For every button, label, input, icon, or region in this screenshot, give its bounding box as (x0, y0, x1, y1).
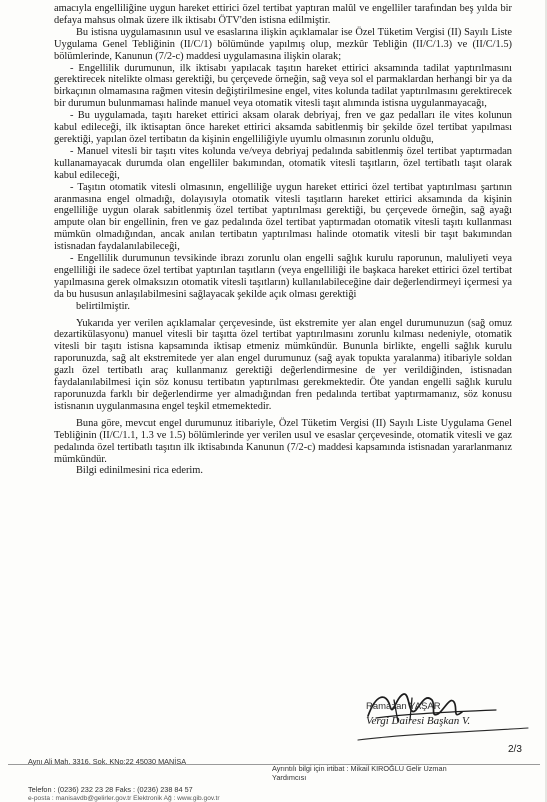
footer-address: Aynı Ali Mah. 3316. Sok. KNo:22 45030 MANİSA (28, 757, 187, 766)
paragraph-intro: amacıyla engelliliğine uygun hareket ettirici özel tertibat yaptıran malûl ve engelliler tarafından beş yılda bir defaya mahsus olmak üzere ilk iktisabı ÖTV'den istisna edilmiştir. (54, 3, 512, 26)
footer-contact-info (272, 764, 447, 782)
bullet-health-report: - Engellilik durumunun tevsikinde ibrazı zorunlu olan engelli sağlık kurulu raporunun, maluliyeti veya engelliliği ile sadece özel tertibat yaptırılan taşıtların (veya engelliliği ile başkaca hareket ettirici özel tertibat yapılmasına gerek olmaksızın otomatik vitesli taşıtların) kullanılabileceğine dair değerlendirmeyi içermesi ya da bu hususun anlaşılabilmesini sağlayacak şekilde açık olması gerektiği (54, 253, 512, 300)
footer-email-web: e-posta : manisavdb@gelirler.gov.tr Elektronik Ağ : www.gib.gov.tr (28, 795, 220, 802)
page-number: 2/3 (508, 744, 522, 755)
bullet-disability-condition: - Engellilik durumunun, ilk iktisabı yapılacak taşıtın hareket ettirici aksamında tadilat yaptırılmasını gerektirecek nitelikte olması gerektiği, bu çerçevede örneğin, sağ veya sol el parmaklardan herhangi bir ya da birkaçının olmamasına rağmen vitesin değiştirilmesine engel, vites kolunda tadilat yaptırılmasını gerektirecek bir durumun bulunmaması halinde manuel veya otomatik vitesli taşıt alımında istisna uygulanmayacağı, (54, 62, 512, 110)
paragraph-closing: Bilgi edinilmesini rica ederim. (76, 465, 203, 477)
signatory-title: Vergi Dairesi Başkan V. (366, 715, 471, 727)
page-footer (0, 752, 547, 802)
paragraph-assessment: Yukarıda yer verilen açıklamalar çerçevesinde, üst ekstremite yer alan engel durumunuzun (sağ omuz dezartikülasyonu) manuel vitesli bir taşıtta özel tertibat yaptırılmasını zorunlu kılması nedeniyle, otomatik vitesli bir taşıtı istisna kapsamında iktisap etmeniz mümkündür. Bununla birlikte, engelli sağlık kurulu raporunuzda, sağ alt ekstremitede yer alan engel durumunuz (sağ ayak topukta yaralanma) itibariyle soldan gazlı özel tertibatlı araç kullanmanız gerektiği değerlendirmesine de yer verildiğinden, istisnadan faydalanılabilmesi için söz konusu tertibatın yaptırılması gerekmektedir. Öte yandan engelli sağlık kurulu raporunuzda farklı bir değerlendirme yer almadığından fren pedalında tertibat yaptırmamanız, söz konusu istisnanın uygulanmasına engel teşkil etmemektedir. (54, 317, 512, 412)
bullet-manual-vehicle: - Manuel vitesli bir taşıtı vites kolunda ve/veya debriyaj pedalında sabitlenmiş özel tertibat yaptırmadan kullanamayacak durumda olan engelliler bakımından, otomatik vitesli taşıtların, özel tertibatlı taşıt olarak kabul edileceği, (54, 145, 512, 181)
footer-phone-fax: Telefon : (0236) 232 23 28 Faks : (0236) 238 84 57 (28, 785, 193, 794)
footer-contact-role: Yardımcısı (272, 773, 307, 782)
signatory-name: Ramazan YAŞAR (366, 701, 441, 712)
paragraph-conclusion: Buna göre, mevcut engel durumunuz itibariyle, Özel Tüketim Vergisi (II) Sayılı Liste Uygulama Genel Tebliğinin (II/C/1.1, 1.3 ve 1.5) bölümlerinde yer verilen usul ve esaslar çerçevesinde, otomatik vitesli ve gaz pedalında özel tertibatlı taşıtın ilk iktisabında Kanunun (7/2-c) maddesi kapsamında istisnadan yararlanmanız mümkündür. (54, 417, 512, 465)
signature-block (346, 688, 536, 744)
paragraph-stated: belirtilmiştir. (76, 300, 130, 312)
letter-body (54, 3, 512, 477)
bullet-moving-parts: - Bu uygulamada, taşıtı hareket ettirici aksam olarak debriyaj, fren ve gaz pedalları ile vites kolunun kabul edileceği, ilk iktisaptan önce hareket ettirici aksamda sabitlenmiş bir şekilde özel tertibat yapılması gerektiği, yapılan özel tertibatın da kişinin engelliliğiyle uyumlu olmasının zorunlu olduğu, (54, 110, 512, 145)
paragraph-exemption-rules: Bu istisna uygulamasının usul ve esaslarına ilişkin açıklamalar ise Özel Tüketim Vergisi (II) Sayılı Liste Uygulama Genel Tebliğinin (II/C/1) bölümünde yapılmış olup, mezkûr Tebliğin (II/C/1.3) ve (II/C/1.5) bölümlerinde, Kanunun (7/2-c) maddesi uygulamasına ilişkin olarak; (54, 26, 512, 62)
footer-contact-line: Ayrıntılı bilgi için irtibat : Mikail KIROĞLU Gelir Uzman (272, 764, 447, 773)
bullet-automatic-vehicle: - Taşıtın otomatik vitesli olmasının, engelliliğe uygun hareket ettirici özel tertibat yaptırılması şartının aranmasına engel olmadığı, dolayısıyla otomatik vitesli taşıtların hareket ettirici aksamında da kişinin engelliliğe uygun olarak sabitlenmiş özel tertibat yaptırılması gerektiği, bu çerçevede örneğin, sağ ayağı ampute olan bir engellinin, fren ve gaz pedalında özel tertibat yaptırmadan otomatik vitesli taşıtı kullanması mümkün olmadığından, ancak anılan tertibatın yaptırılması halinde otomatik vitesli bir taşıt bakımından istisnadan faydalanılabileceği, (54, 181, 512, 253)
